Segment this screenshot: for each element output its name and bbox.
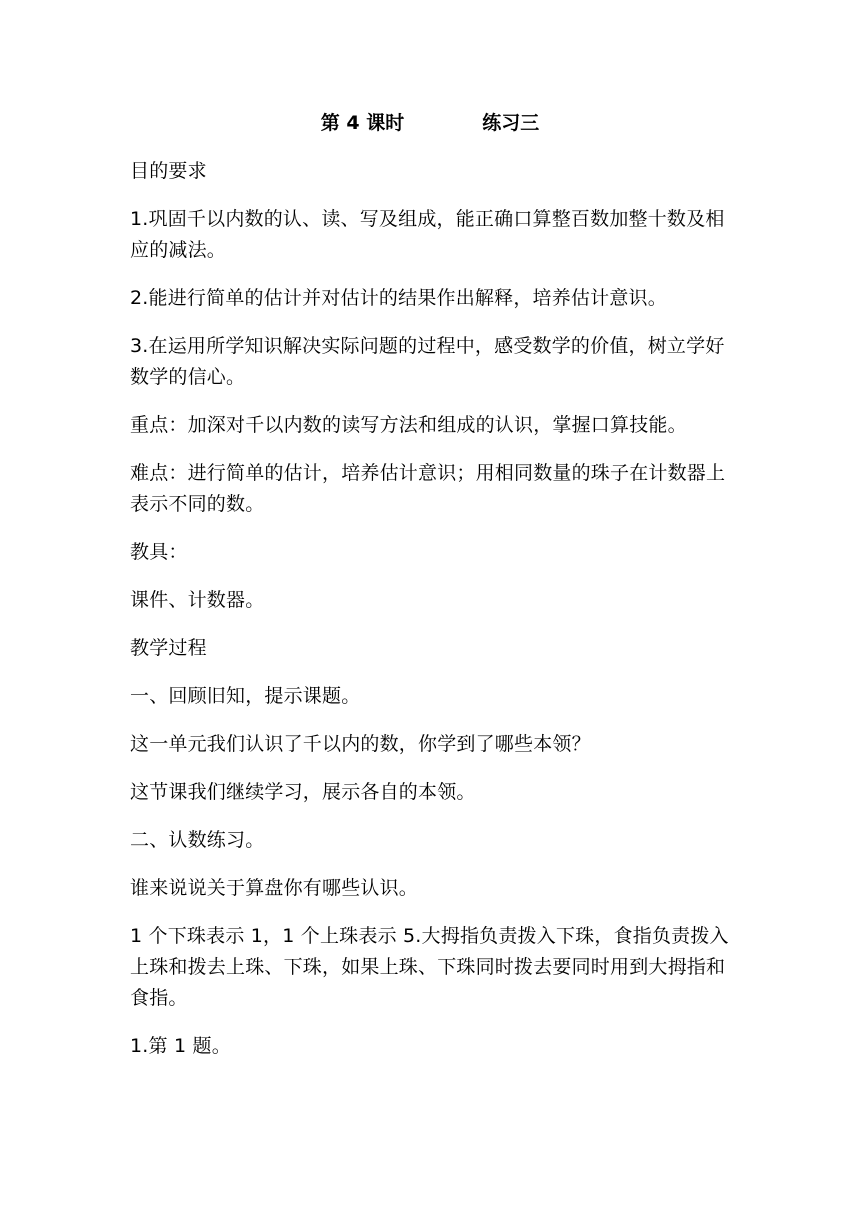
objective-1: 1.巩固千以内数的认、读、写及组成，能正确口算整百数加整十数及相应的减法。 xyxy=(130,208,725,261)
teaching-aids: 课件、计数器。 xyxy=(130,589,265,611)
objective-2: 2.能进行简单的估计并对估计的结果作出解释，培养估计意识。 xyxy=(130,287,667,309)
section-heading-teaching-aids: 教具： xyxy=(130,541,188,563)
paragraph-abacus-question: 谁来说说关于算盘你有哪些认识。 xyxy=(130,877,419,899)
document-body xyxy=(130,156,730,1079)
section-heading-objectives: 目的要求 xyxy=(130,160,207,182)
page-title xyxy=(0,108,860,138)
paragraph-abacus-explanation: 1 个下珠表示 1，1 个上珠表示 5.大拇指负责拨入下珠，食指负责拨入上珠和拨去上珠、下珠，如果上珠、下珠同时拨去要同时用到大拇指和食指。 xyxy=(130,925,729,1009)
difficult-point: 难点：进行简单的估计，培养估计意识；用相同数量的珠子在计数器上表示不同的数。 xyxy=(130,462,726,515)
step-1-heading: 一、回顾旧知，提示课题。 xyxy=(130,685,361,707)
exercise-1: 1.第 1 题。 xyxy=(130,1035,231,1057)
lesson-name: 练习三 xyxy=(482,112,540,134)
key-point: 重点：加深对千以内数的读写方法和组成的认识，掌握口算技能。 xyxy=(130,414,687,436)
objective-3: 3.在运用所学知识解决实际问题的过程中，感受数学的价值，树立学好数学的信心。 xyxy=(130,335,725,388)
section-heading-process: 教学过程 xyxy=(130,637,207,659)
paragraph-review-question: 这一单元我们认识了千以内的数，你学到了哪些本领？ xyxy=(130,733,591,755)
step-2-heading: 二、认数练习。 xyxy=(130,829,265,851)
lesson-number: 第 4 课时 xyxy=(320,112,405,134)
paragraph-continue: 这节课我们继续学习，展示各自的本领。 xyxy=(130,781,476,803)
